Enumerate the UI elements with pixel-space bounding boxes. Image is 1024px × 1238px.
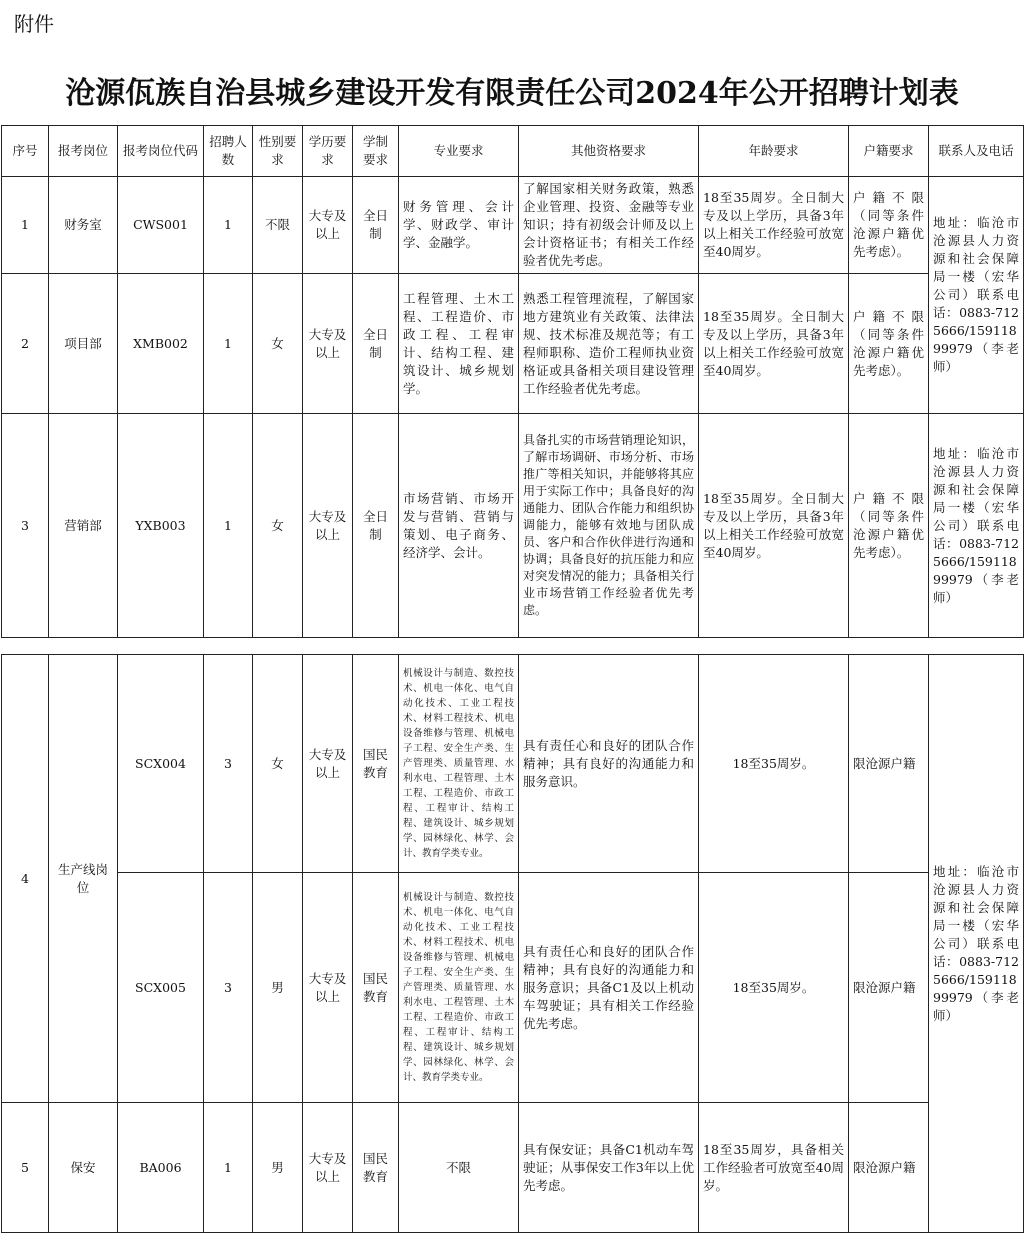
- major-requirement: 机械设计与制造、数控技术、机电一体化、电气自动化技术、工业工程技术、材料工程技术、机电设备维修与管理、机械电子工程、安全生产类、生产管理类、质量管理、水利水电、工程管理、土木工程、工程造价、市政工程、工程审计、结构工程、建筑设计、城乡规划学、园林绿化、林学、会计、教育学类专业。: [399, 655, 519, 873]
- contact-info: 地址：临沧市沧源县人力资源和社会保障局一楼（宏华公司）联系电话：0883-7125666/15911899979（李老师）: [929, 177, 1024, 414]
- row-number: 5: [2, 1103, 49, 1233]
- post-code: BA006: [118, 1103, 204, 1233]
- post-code: YXB003: [118, 414, 204, 638]
- headcount: 1: [204, 177, 253, 274]
- education-requirement: 大专及以上: [303, 414, 353, 638]
- header-cell: 专业要求: [399, 126, 519, 177]
- header-cell: 报考岗位代码: [118, 126, 204, 177]
- contact-info: 地址：临沧市沧源县人力资源和社会保障局一楼（宏华公司）联系电话：0883-7125666/15911899979（李老师）: [929, 414, 1024, 638]
- gender-requirement: 不限: [253, 177, 303, 274]
- major-requirement: 不限: [399, 1103, 519, 1233]
- post-code: CWS001: [118, 177, 204, 274]
- post-name: 保安: [49, 1103, 118, 1233]
- study-mode-requirement: 全日制: [353, 274, 399, 414]
- post-code: SCX004: [118, 655, 204, 873]
- gender-requirement: 男: [253, 1103, 303, 1233]
- education-requirement: 大专及以上: [303, 655, 353, 873]
- header-cell: 报考岗位: [49, 126, 118, 177]
- household-requirement: 户籍不限（同等条件沧源户籍优先考虑）。: [849, 177, 929, 274]
- other-qualification: 了解国家相关财务政策，熟悉企业管理、投资、金融等专业知识；持有初级会计师及以上会计资格证书；有相关工作经验者优先考虑。: [519, 177, 699, 274]
- header-cell: 户籍要求: [849, 126, 929, 177]
- household-requirement: 户籍不限（同等条件沧源户籍优先考虑）。: [849, 274, 929, 414]
- study-mode-requirement: 全日制: [353, 414, 399, 638]
- header-cell: 招聘人数: [204, 126, 253, 177]
- table-row: [2, 873, 1024, 1103]
- post-name: 生产线岗位: [49, 655, 118, 1103]
- post-name: 营销部: [49, 414, 118, 638]
- study-mode-requirement: 国民教育: [353, 873, 399, 1103]
- education-requirement: 大专及以上: [303, 274, 353, 414]
- table-row: [2, 414, 1024, 638]
- age-requirement: 18至35周岁，具备相关工作经验者可放宽至40周岁。: [699, 1103, 849, 1233]
- major-requirement: 工程管理、土木工程、工程造价、市政工程、工程审计、结构工程、建筑设计、城乡规划学。: [399, 274, 519, 414]
- header-cell: 学历要求: [303, 126, 353, 177]
- major-requirement: 市场营销、市场开发与营销、营销与策划、电子商务、经济学、会计。: [399, 414, 519, 638]
- study-mode-requirement: 国民教育: [353, 1103, 399, 1233]
- other-qualification: 具备扎实的市场营销理论知识，了解市场调研、市场分析、市场推广等相关知识，并能够将其应用于实际工作中；具备良好的沟通能力、团队合作能力和组织协调能力，能够有效地与团队成员、客户和合作伙伴进行沟通和协调；具备良好的抗压能力和应对突发情况的能力；具备相关行业市场营销工作经验者优先考虑。: [519, 414, 699, 638]
- headcount: 1: [204, 1103, 253, 1233]
- household-requirement: 户籍不限（同等条件沧源户籍优先考虑）。: [849, 414, 929, 638]
- age-requirement: 18至35周岁。: [699, 655, 849, 873]
- household-requirement: 限沧源户籍: [849, 873, 929, 1103]
- gender-requirement: 女: [253, 414, 303, 638]
- gender-requirement: 男: [253, 873, 303, 1103]
- table-row: [2, 177, 1024, 274]
- other-qualification: 具有责任心和良好的团队合作精神；具有良好的沟通能力和服务意识。: [519, 655, 699, 873]
- other-qualification: 熟悉工程管理流程，了解国家地方建筑业有关政策、法律法规、技术标准及规范等；有工程师职称、造价工程师执业资格证或具备相关项目建设管理工作经验者优先考虑。: [519, 274, 699, 414]
- household-requirement: 限沧源户籍: [849, 655, 929, 873]
- household-requirement: 限沧源户籍: [849, 1103, 929, 1233]
- education-requirement: 大专及以上: [303, 873, 353, 1103]
- headcount: 3: [204, 655, 253, 873]
- other-qualification: 具有保安证；具备C1机动车驾驶证；从事保安工作3年以上优先考虑。: [519, 1103, 699, 1233]
- page-title: 沧源佤族自治县城乡建设开发有限责任公司2024年公开招聘计划表: [65, 76, 959, 111]
- study-mode-requirement: 国民教育: [353, 655, 399, 873]
- row-number: 1: [2, 177, 49, 274]
- education-requirement: 大专及以上: [303, 177, 353, 274]
- attachment-label: 附件: [14, 12, 54, 36]
- header-cell: 联系人及电话: [929, 126, 1024, 177]
- header-cell: 序号: [2, 126, 49, 177]
- table-row: [2, 655, 1024, 873]
- post-code: XMB002: [118, 274, 204, 414]
- header-cell: 性别要求: [253, 126, 303, 177]
- other-qualification: 具有责任心和良好的团队合作精神；具有良好的沟通能力和服务意识；具备C1及以上机动车驾驶证；具有相关工作经验优先考虑。: [519, 873, 699, 1103]
- gender-requirement: 女: [253, 274, 303, 414]
- age-requirement: 18至35周岁。全日制大专及以上学历，具备3年以上相关工作经验可放宽至40周岁。: [699, 177, 849, 274]
- headcount: 1: [204, 414, 253, 638]
- header-row: [2, 126, 1024, 177]
- row-number: 2: [2, 274, 49, 414]
- headcount: 1: [204, 274, 253, 414]
- recruitment-table-part2: [1, 654, 1024, 1233]
- header-cell: 其他资格要求: [519, 126, 699, 177]
- table-row: [2, 274, 1024, 414]
- education-requirement: 大专及以上: [303, 1103, 353, 1233]
- age-requirement: 18至35周岁。全日制大专及以上学历，具备3年以上相关工作经验可放宽至40周岁。: [699, 414, 849, 638]
- post-code: SCX005: [118, 873, 204, 1103]
- major-requirement: 财务管理、会计学、财政学、审计学、金融学。: [399, 177, 519, 274]
- post-name: 财务室: [49, 177, 118, 274]
- table-row: [2, 1103, 1024, 1233]
- gender-requirement: 女: [253, 655, 303, 873]
- study-mode-requirement: 全日制: [353, 177, 399, 274]
- major-requirement: 机械设计与制造、数控技术、机电一体化、电气自动化技术、工业工程技术、材料工程技术、机电设备维修与管理、机械电子工程、安全生产类、生产管理类、质量管理、水利水电、工程管理、土木工程、工程造价、市政工程、工程审计、结构工程、建筑设计、城乡规划学、园林绿化、林学、会计、教育学类专业。: [399, 873, 519, 1103]
- row-number: 4: [2, 655, 49, 1103]
- row-number: 3: [2, 414, 49, 638]
- header-cell: 年龄要求: [699, 126, 849, 177]
- contact-info: 地址：临沧市沧源县人力资源和社会保障局一楼（宏华公司）联系电话：0883-7125666/15911899979（李老师）: [929, 655, 1024, 1233]
- recruitment-table-part1: [1, 125, 1024, 638]
- age-requirement: 18至35周岁。全日制大专及以上学历，具备3年以上相关工作经验可放宽至40周岁。: [699, 274, 849, 414]
- header-cell: 学制要求: [353, 126, 399, 177]
- post-name: 项目部: [49, 274, 118, 414]
- age-requirement: 18至35周岁。: [699, 873, 849, 1103]
- headcount: 3: [204, 873, 253, 1103]
